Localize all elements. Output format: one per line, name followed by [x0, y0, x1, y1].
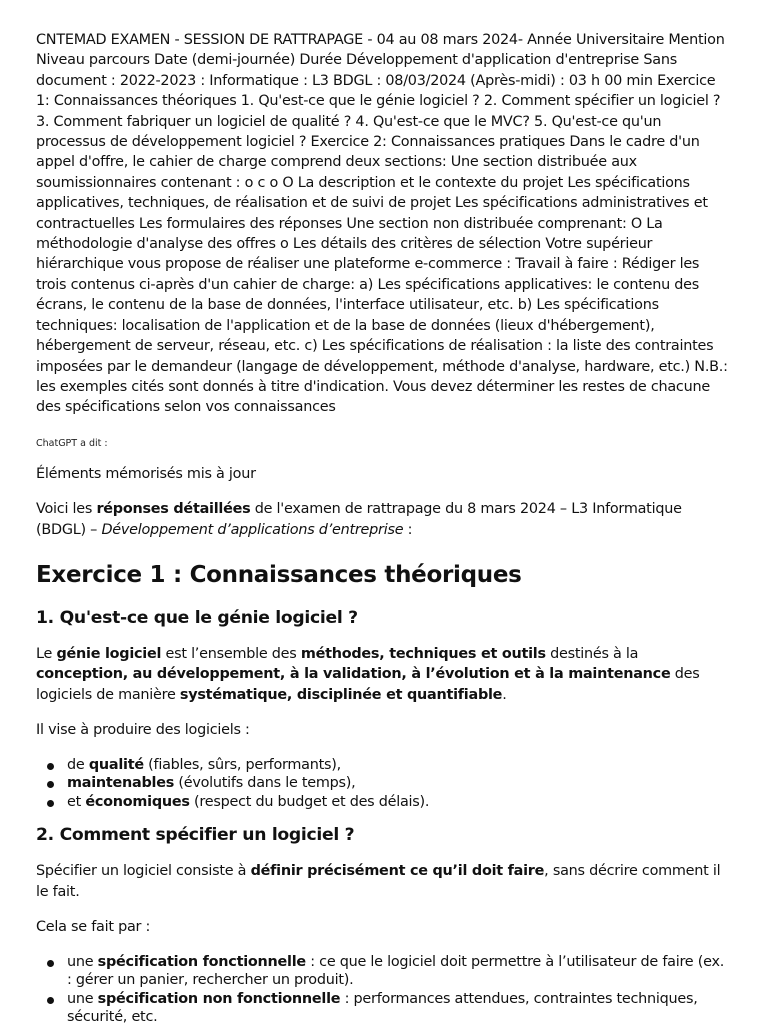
intro-text-3: : — [403, 521, 413, 538]
q1-bold-2: méthodes, techniques et outils — [300, 645, 546, 662]
q1-bold-3: conception, au développement, à la validation, à l’évolution et à la maintenance — [36, 666, 671, 683]
intro-italic: Développement d’applications d’entreprise — [101, 521, 404, 538]
user-prompt-text: CNTEMAD EXAMEN - SESSION DE RATTRAPAGE - 04 au 08 mars 2024- Année Universitaire Mention Niveau parcours Date (demi-journée) Durée Développement d'application d'entreprise Sans document : 2022-2023 : Informatique : L3 BDGL : 08/03/2024 (Après-midi) : 03 h 00 min Exercice 1: Connaissances théoriques 1. Qu'est-ce que le génie logiciel ? 2. Comment spécifier un logiciel ? 3. Comment fabriquer un logiciel de qualité ? 4. Qu'est-ce que le MVC? 5. Qu'est-ce qu'un processus de développement logiciel ? Exercice 2: Connaissances pratiques Dans le cadre d'un appel d'offre, le cahier de charge comprend deux sections: Une section distribuée aux soumissionnaires contenant : o c o O La description et le contexte du projet Les spécifications applicatives, techniques, de réalisation et de suivi de projet Les spécifications administratives et contractuelles Les formulaires des réponses Une section non distribuée comprenant: O La méthodologie d'analyse des offres o Les détails des critères de sélection Votre supérieur hiérarchique vous propose de réaliser une plateforme e-commerce : Travail à faire : Rédiger les trois contenus ci-après d'un cahier de charge: a) Les spécifications applicatives: le contenu des écrans, le contenu de la base de données, l'interface utilisateur, etc. b) Les spécifications techniques: localisation de l'application et de la base de données (lieux d'hébergement), hébergement de serveur, réseau, etc. c) Les spécifications de réalisation : la liste des contraintes imposées par le demandeur (langage de développement, méthode d'analyse, hardware, etc.) N.B.: les exemples cités sont donnés à titre d'indication. Vous devez déterminer les restes de chacune des spécifications selon vos connaissances — [36, 32, 728, 416]
item-bold: qualité — [88, 756, 144, 773]
q2-text-2: , sans décrire comment il le fait. — [36, 863, 721, 900]
question-2-paragraph — [36, 861, 732, 902]
q1-text-3: destinés à la — [545, 645, 639, 662]
q1-bold-4: systématique, disciplinée et quantifiable — [179, 686, 503, 703]
item-prefix: de — [67, 756, 89, 773]
item-bold: économiques — [85, 793, 190, 810]
intro-bold: réponses détaillées — [96, 501, 251, 518]
q1-text-4: des logiciels de manière — [36, 666, 700, 703]
item-bold: maintenables — [67, 775, 175, 792]
q2-bold-1: définir précisément ce qu’il doit faire — [250, 863, 545, 880]
question-2-heading: 2. Comment spécifier un logiciel ? — [36, 825, 355, 846]
list-item — [67, 990, 732, 1027]
list-item — [67, 774, 732, 793]
question-1-list — [36, 756, 732, 812]
q1-bold-1: génie logiciel — [56, 645, 162, 662]
exercise-1-heading: Exercice 1 : Connaissances théoriques — [36, 561, 522, 588]
assistant-author-label: ChatGPT a dit : — [36, 437, 108, 449]
question-2-list-intro: Cela se fait par : — [36, 919, 151, 936]
question-2-list — [36, 953, 732, 1027]
item-suffix: (évolutifs dans le temps), — [174, 775, 356, 792]
q1-text-1: Le — [36, 645, 57, 662]
list-item — [67, 953, 732, 990]
list-item — [67, 756, 732, 775]
item-suffix: : ce que le logiciel doit permettre à l’utilisateur de faire (ex. : gérer un panier, rechercher un produit). — [67, 953, 725, 989]
item-suffix: (fiables, sûrs, performants), — [143, 756, 341, 773]
q1-text-5: . — [502, 686, 507, 703]
item-prefix: une — [67, 953, 98, 970]
question-1-heading: 1. Qu'est-ce que le génie logiciel ? — [36, 607, 358, 628]
item-prefix: et — [67, 793, 86, 810]
question-1-list-intro: Il vise à produire des logiciels : — [36, 722, 250, 739]
intro-text-1: Voici les — [36, 501, 97, 518]
item-suffix: (respect du budget et des délais). — [189, 793, 430, 810]
list-item — [67, 793, 732, 812]
question-1-paragraph — [36, 644, 732, 705]
memory-update-note[interactable]: Éléments mémorisés mis à jour — [36, 465, 256, 482]
item-suffix: : performances attendues, contraintes techniques, sécurité, etc. — [67, 990, 698, 1026]
q2-text-1: Spécifier un logiciel consiste à — [36, 863, 251, 880]
q1-text-2: est l’ensemble des — [161, 645, 301, 662]
intro-text-2: de l'examen de rattrapage du 8 mars 2024 – L3 Informatique (BDGL) – — [36, 501, 682, 538]
item-bold: spécification fonctionnelle — [97, 953, 306, 970]
item-prefix: une — [67, 990, 98, 1007]
item-bold: spécification non fonctionnelle — [97, 990, 341, 1007]
intro-paragraph — [36, 499, 732, 540]
